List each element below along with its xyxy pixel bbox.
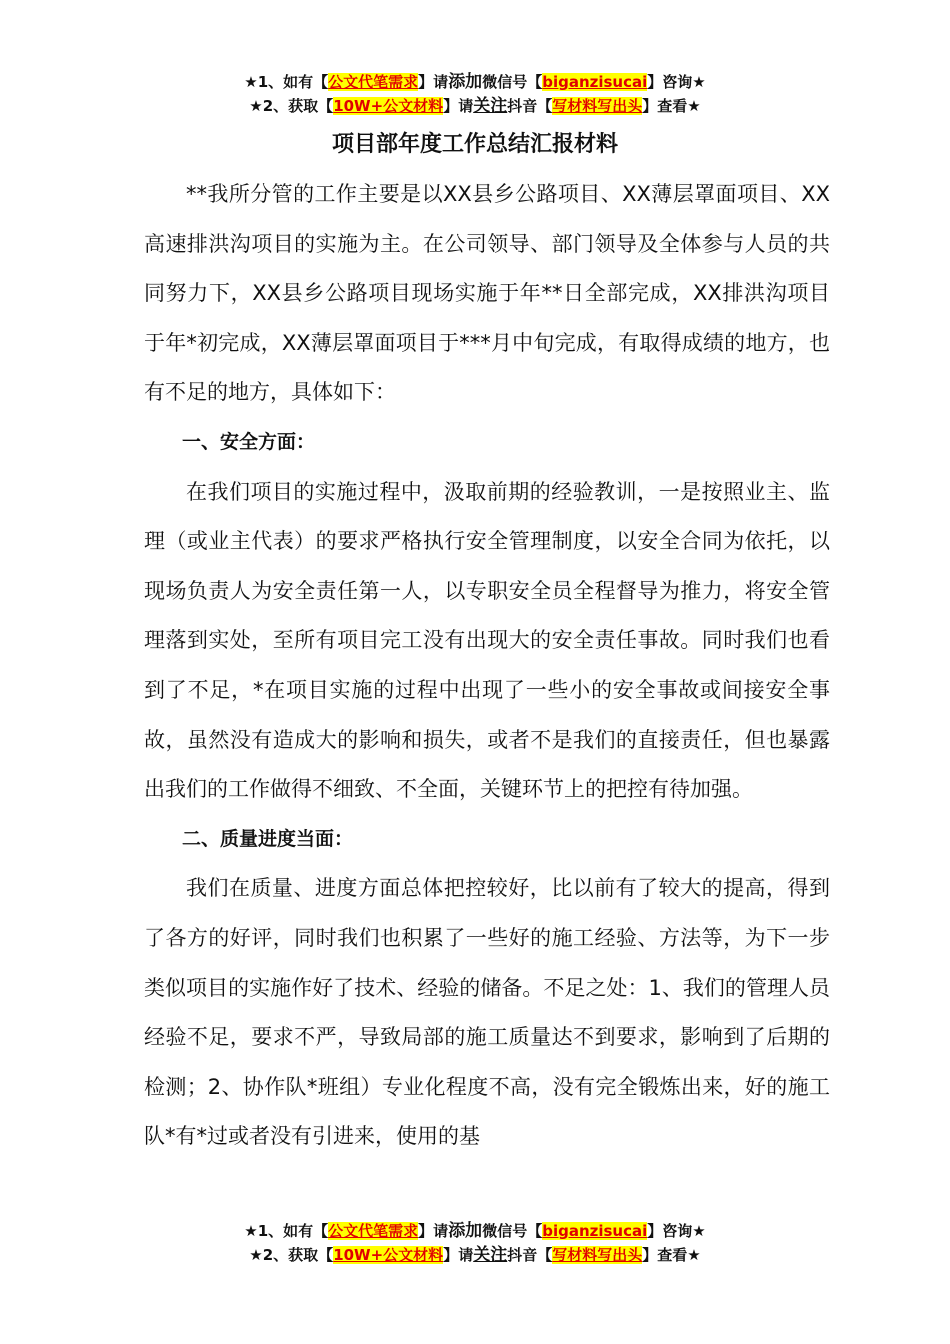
banner-highlight: 写材料写出头 (552, 1246, 643, 1264)
banner-text: ★1、如有【 (244, 1222, 329, 1240)
safety-paragraph: 在我们项目的实施过程中，汲取前期的经验教训，一是按照业主、监理（或业主代表）的要求严格执行安全管理制度，以安全合同为依托，以现场负责人为安全责任第一人，以专职安全员全程督导为推力，将安全管理落到实处，至所有项目完工没有出现大的安全责任事故。同时我们也看到了不足，*在项目实施的过程中出现了一些小的安全事故或间接安全事故，虽然没有造成大的影响和损失，或者不是我们的直接责任，但也暴露出我们的工作做得不细致、不全面，关键环节上的把控有待加强。 (144, 479, 830, 802)
quality-paragraph: 我们在质量、进度方面总体把控较好，比以前有了较大的提高，得到了各方的好评，同时我们也积累了一些好的施工经验、方法等，为下一步类似项目的实施作好了技术、经验的储备。不足之处：1、我们的管理人员经验不足，要求不严，导致局部的施工质量达不到要求，影响到了后期的检测；2、协作队*班组）专业化程度不高，没有完全锻炼出来，好的施工队*有*过或者没有引进来，使用的基 (144, 876, 830, 1149)
banner-highlight: 公文代笔需求 (328, 1222, 419, 1240)
section-heading-quality: 二、质量进度当面： (182, 827, 354, 850)
banner-text: 微信号【 (482, 1222, 543, 1240)
banner-emphasis: 添加 (448, 72, 483, 92)
banner-text: 】请 (418, 73, 449, 91)
banner-line-2 (0, 1243, 950, 1267)
banner-text: 】咨询★ (647, 1222, 706, 1240)
document-body (144, 170, 830, 1162)
document-title: 项目部年度工作总结汇报材料 (331, 132, 618, 157)
header-banner (0, 70, 950, 118)
banner-text: 】请 (418, 1222, 449, 1240)
banner-text: 】请 (443, 1246, 474, 1264)
banner-text: ★2、获取【 (249, 1246, 334, 1264)
banner-emphasis: 关注 (473, 96, 508, 116)
banner-text: ★2、获取【 (249, 97, 334, 115)
banner-emphasis: 关注 (473, 1245, 508, 1265)
footer-banner (0, 1219, 950, 1267)
banner-highlight: 10W+公文材料 (333, 97, 444, 115)
banner-text: 微信号【 (482, 73, 543, 91)
banner-text: 】查看★ (642, 97, 701, 115)
banner-highlight: biganzisucai (542, 73, 648, 91)
banner-line-1 (0, 1219, 950, 1243)
banner-emphasis: 添加 (448, 1221, 483, 1241)
banner-text: 】咨询★ (647, 73, 706, 91)
banner-text: 抖音【 (507, 1246, 553, 1264)
banner-highlight: 公文代笔需求 (328, 73, 419, 91)
section-heading-safety: 一、安全方面： (182, 430, 316, 453)
banner-highlight: 10W+公文材料 (333, 1246, 444, 1264)
banner-text: ★1、如有【 (244, 73, 329, 91)
banner-text: 】请 (443, 97, 474, 115)
banner-line-2 (0, 94, 950, 118)
banner-highlight: 写材料写出头 (552, 97, 643, 115)
banner-text: 抖音【 (507, 97, 553, 115)
banner-text: 】查看★ (642, 1246, 701, 1264)
intro-paragraph: **我所分管的工作主要是以XX县乡公路项目、XX薄层罩面项目、XX高速排洪沟项目的实施为主。在公司领导、部门领导及全体参与人员的共同努力下，XX县乡公路项目现场实施于年**日全部完成，XX排洪沟项目于年*初完成，XX薄层罩面项目于***月中旬完成，有取得成绩的地方，也有不足的地方，具体如下： (144, 182, 830, 405)
banner-line-1 (0, 70, 950, 94)
banner-highlight: biganzisucai (542, 1222, 648, 1240)
